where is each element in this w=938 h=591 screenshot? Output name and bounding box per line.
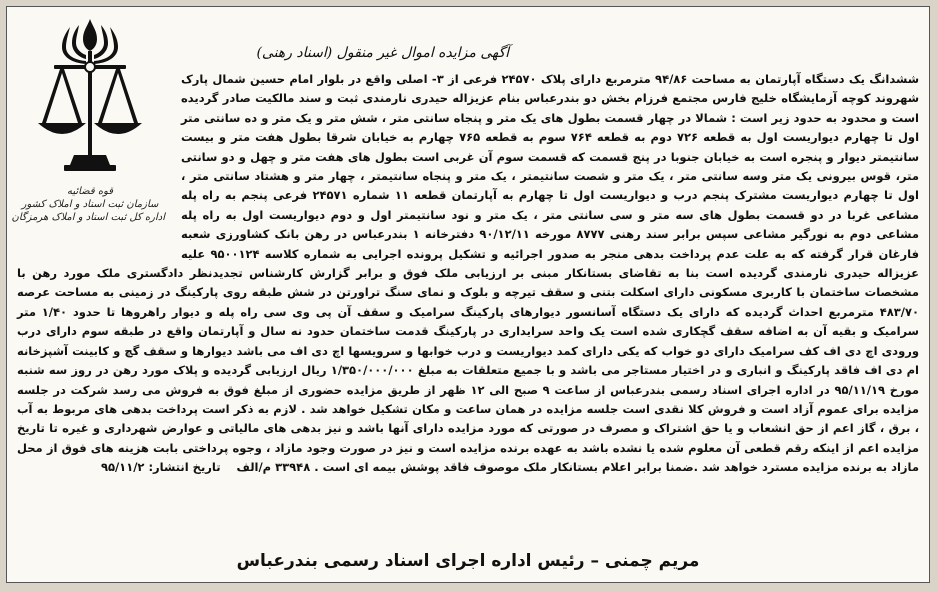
emblem-spacer [11, 70, 181, 245]
publication-date: ۹۵/۱۱/۲ [100, 460, 145, 475]
publication-date-label: تاریخ انتشار: [148, 460, 221, 475]
judiciary-label: قوه قضائیه [66, 186, 114, 197]
signature-line: مریم چمنی – رئیس اداره اجرای اسناد رسمی بندرعباس [236, 551, 700, 571]
reference-number: ۳۳۹۴۸ م/الف [236, 460, 311, 475]
organization-label: سازمان ثبت اسناد و املاک کشور [21, 199, 159, 210]
notice-body: ششدانگ یک دستگاه آپارتمان به مساحت ۹۴/۸۶ مترمربع دارای پلاک ۲۴۵۷۰ فرعی از ۳- اصلی واقع در بلوار امام حسین شمال پارک شهروند کوچه آزمایشگاه خلیج فارس مجتمع فرزام بخش دو بندرعباس بنام عزیزاله حیدری نارمندی ثبت و سند مالکیت صادر گردیده است و محدود به حدود زیر است : شمالا در چهار قسمت بطول های یک متر و پنجاه سانتی متر ، شش متر و یک متر و ده سانتی متر اول تا چهارم دیواریست اول به قطعه ۷۲۶ دوم به قطعه ۷۶۴ سوم به قطعه ۷۶۵ چهارم به خیابان شرقا بطول هفت متر و بیست سانتیمتر دیوار و پنجره است به خیابان جنوبا در پنج قسمت که قسمت سوم آن غربی است بطول های هفت متر و چهل و دو سانتی متر، قوس بیرونی یک متر وسه سانتی متر ، یک متر و شصت سانتیمتر ، یک متر و پنجاه سانتیمتر ، چهار متر و هشتاد سانتی متر ، اول تا چهارم دیواریست مشترک پنجم درب و دیواریست اول تا چهارم به آپارتمان قطعه ۱۱ شماره ۲۴۵۷۱ فرعی پنجم به راه پله مشاعی غربا در دو قسمت بطول های سه متر و سی سانتی متر ، یک متر و نود سانتیمتر اول و دوم دیواریست اول به راه پله مشاعی دوم به نورگیر مشاعی سپس برابر سند رهنی ۸۷۷۷ مورخه ۹۰/۱۲/۱۱ دفترخانه ۱ بندرعباس در رهن بانک کشاورزی شعبه فارغان قرار گرفته که به علت عدم پرداخت بدهی منجر به صدور اجرائیه و تشکیل پرونده اجرایی به شماره کلاسه ۹۵۰۰۱۲۴ علیه عزیزاله حیدری نارمندی گردیده است بنا به تقاضای بستانکار مبنی بر ارزیابی ملک فوق و برابر گزارش کارشناس تجدیدنظر دادگستری ملک مورد رهن با مشخصات ساختمان با کاربری مسکونی دارای اسکلت بتنی و سقف تیرچه و بلوک و نمای سنگ تراورتن در شش طبقه روی پارکینگ در زمینی به مساحت عرصه ۴۸۳/۷۰ مترمربع احداث گردیده که دارای یک دستگاه آسانسور دیوارهای پارکینگ سرامیک و سقف آن پی وی سی راه پله و دیوار راهروها تا حدود ۱/۴۰ متر سرامیک و بقیه آن به اضافه سقف گچکاری شده است یک واحد سرایداری در پارکینگ قدمت ساختمان حدود نه سال و آپارتمان واقع در طبقه سوم دارای درب ورودی اچ دی اف کف سرامیک دارای دو خواب که یکی دارای کمد دیواریست و درب خوابها و سرویسها اچ دی اف می باشد دیوارها و سقف گچ و کابینت آشپزخانه ام دی اف فاقد پارکینگ و انباری و در اختیار مستاجر می باشد و با جمیع متعلقات به مبلغ ۱/۳۵۰/۰۰۰/۰۰۰ ریال ارزیابی گردیده و پلاک مورد رهن در روز سه شنبه مورخ ۹۵/۱۱/۱۹ در اداره اجرای اسناد رسمی بندرعباس از ساعت ۹ صبح الی ۱۲ ظهر از طریق مزایده حضوری از مبلغ فوق به فروش می رسد شرکت در جلسه مزایده برای عموم آزاد است و فروش کلا نقدی است جلسه مزایده در همان ساعت و مکان تشکیل خواهد شد . لازم به ذکر است پرداخت بدهی های مربوط به آب ، برق ، گاز اعم از حق انشعاب و یا حق اشتراک و مصرف در صورتی که مورد مزایده دارای آنها باشد و نیز بدهی های مالیاتی و عوارض شهرداری و غیره تا تاریخ مزایده اعم از اینکه رقم قطعی آن معلوم شده یا نشده باشد به عهده برنده مزایده است و نیز در صورت وجود مازاد ، وجوه پرداختی بابت هزینه های فوق از محل مازاد به برنده مزایده مسترد خواهد شد .ضمنا برابر اعلام بستانکار ملک موصوف فاقد پوشش بیمه ای است . [17, 72, 920, 475]
notice-body-block [11, 70, 920, 478]
notice-title: آگهی مزایده اموال غیر منقول (اسناد رهنی) [256, 45, 509, 61]
auction-notice [6, 6, 930, 583]
department-label: اداره کل ثبت اسناد و املاک هرمزگان [11, 212, 165, 223]
